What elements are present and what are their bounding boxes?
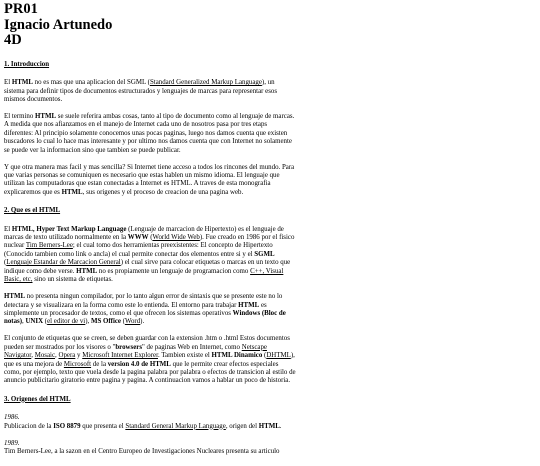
link-lenguaje-estandar[interactable]: Lenguaje Estandar de Marcacion General [6, 259, 121, 267]
intro-paragraph-2: El termino HTML se suele referira ambas cosas, tanto al tipo de documento como al lenguaje de marcas. A medida que nos afianzamos en el manejo de Internet cada uno de nosotros pasa por tres etaps diferentes: Al principio solamente conocemos unas pocas paginas, luego nos damos cuenta que existen buscadores lo cual lo hace mas interesante y por ultimo nos damos cuenta que con Internet no solamente se puede ver la informacion sino que tambien se puede publicar. [4, 113, 295, 154]
link-internet-explorer[interactable]: Microsoft Internet Explorer [82, 352, 158, 360]
link-netscape-navigator[interactable]: Netscape Navigator [4, 343, 267, 360]
heading-line-class: 4D [4, 32, 22, 49]
link-editor-vi[interactable]: el editor de vi [47, 318, 86, 326]
timeline-entry-1986: Publicacion de la ISO 8879 que presenta el Standard General Markup Language, origen del HTML. [4, 422, 282, 430]
section-title-que-es-html: 2. Que es el HTML [4, 207, 61, 215]
section-title-introduccion: 1. Introduccion [4, 60, 50, 68]
link-cpp-visual-basic[interactable]: C++, Visual Basic, etc, [4, 267, 284, 284]
que-es-paragraph-3: El conjunto de etiquetas que se creen, se deben guardar con la extension .htm o .html Estos documentos pueden ser mostrados por los visores o "browsers" de paginas Web en Internet, como Netscape Navigator, Mosaic, Opera y Microsoft Internet Explorer. Tambien existe el HTML Dinamico (DHTML), que es una mejora de Microsoft de la version 4.0 de HTML que le permite crear efectos especiales como, por ejemplo, texto que vuela desde la pagina palabra por palabra o efectos de transicion al estilo de anuncio publicitario giratorio entre pagina y pagina. A continuacion vamos a hablar un poco de historia. [4, 335, 296, 385]
link-world-wide-web[interactable]: World Wide Web [152, 234, 200, 242]
link-mosaic[interactable]: Mosaic [34, 352, 56, 360]
heading-line-code: PR01 [4, 1, 38, 17]
timeline-date-1989: 1989. [4, 439, 20, 447]
link-opera[interactable]: Opera [58, 352, 76, 360]
link-microsoft[interactable]: Microsoft [63, 360, 92, 368]
section-title-origenes: 3. Origenes del HTML [4, 395, 71, 403]
intro-paragraph-1: El HTML no es mas que una aplicacion del SGML (Standard Generalized Markup Language), un sistema para definir tipos de documentos estructurados y lenguajes de marcas para representar esos mismos documentos. [4, 79, 278, 103]
link-sgml[interactable]: Standard Generalized Markup Language [149, 79, 262, 87]
link-tim-berners-lee[interactable]: Tim Berners-Lee [25, 242, 73, 250]
timeline-date-1986: 1986. [4, 414, 20, 422]
intro-paragraph-3: Y que otra manera mas facil y mas sencilla? Si Internet tiene acceso a todos los rincones del mundo. Para que varias personas se comuniquen es necesario que estas hablen un mismo idioma. El lenguaje que utilizan las computadoras que estan conectadas a Internet es HTML. A traves de esta monografia explicaremos que es HTML, sus origenes y el proceso de creacion de una pagina web. [4, 163, 295, 196]
document-heading [4, 2, 296, 49]
link-standard-general-markup[interactable]: Standard General Markup Language [125, 422, 226, 430]
timeline-entry-1989: Tim Berners-Lee, a la sazon en el Centro Europeo de Investigaciones Nucleares presenta su articulo [4, 448, 280, 456]
que-es-paragraph-1: El HTML, Hyper Text Markup Language (Lenguaje de marcacion de Hipertexto) es el lenguaje de marcas de texto utilizado normalmente en la WWW (World Wide Web). Fue creado en 1986 por el fisico nuclear Tim Berners-Lee; el cual tomo dos herramientas preexistentes: El concepto de Hipertexto (Conocido tambien como link o ancla) el cual permite conectar dos elementos entre si y el SGML (Lenguaje Estandar de Marcacion General) el cual sirve para colocar etiquetas o marcas en un texto que indique como debe verse. HTML no es propiamente un lenguaje de programacion como C++, Visual Basic, etc, sino un sistema de etiquetas. [4, 225, 295, 284]
que-es-paragraph-2: HTML no presenta ningun compilador, por lo tanto algun error de sintaxis que se presente este no lo detectara y se visualizara en la forma como este lo entienda. El entorno para trabajar HTML es simplemente un procesador de textos, como el que ofrecen los sistemas operativos Windows (Bloc de notas), UNIX (el editor de vi), MS Office (Word). [4, 293, 286, 326]
link-dhtml[interactable]: DHTML [266, 352, 291, 360]
document-page [4, 2, 296, 466]
heading-line-author: Ignacio Artunedo [4, 16, 113, 33]
link-word[interactable]: Word [125, 318, 141, 326]
